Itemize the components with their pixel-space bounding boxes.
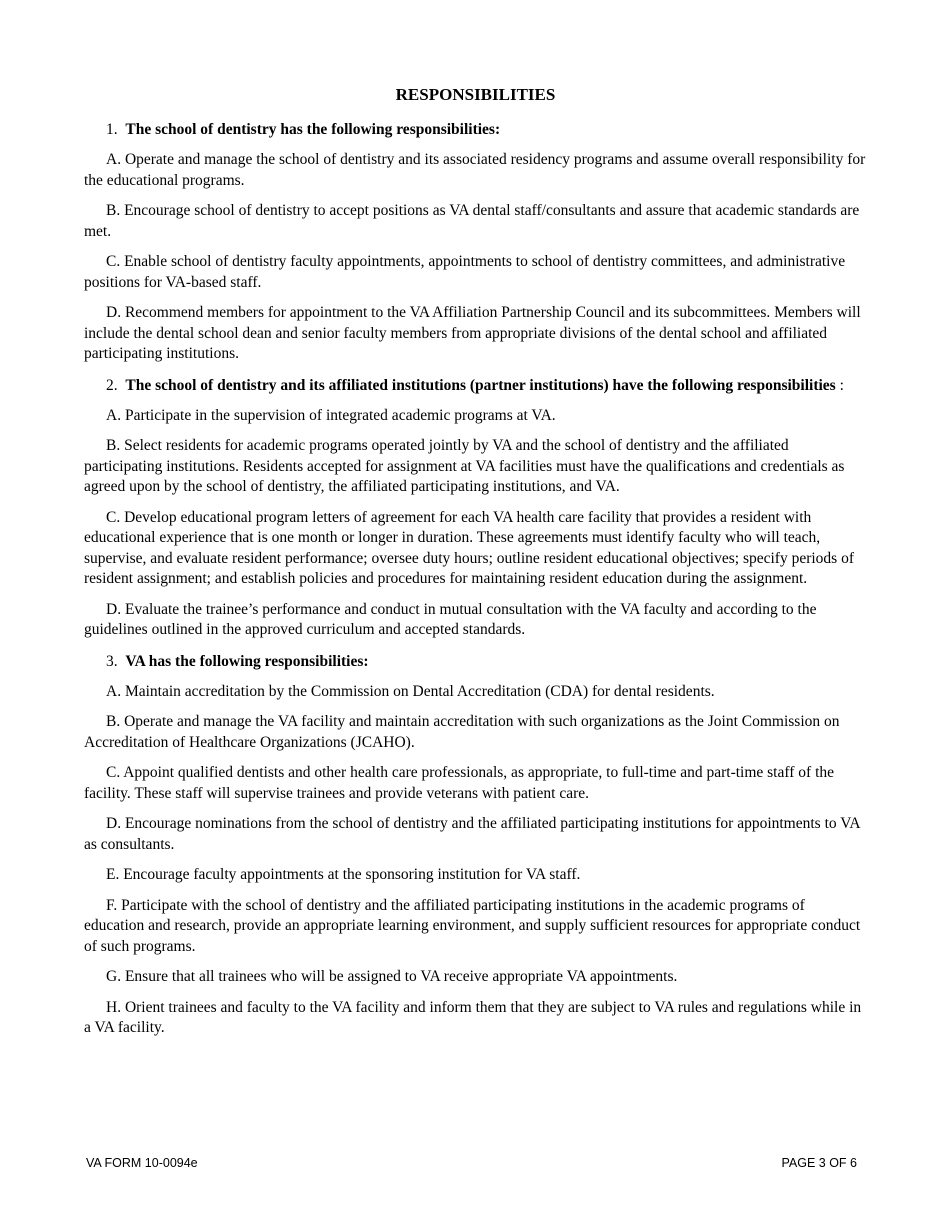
paragraph-1a: A. Operate and manage the school of dentistry and its associated residency programs and assume overall responsibility for the educational programs. xyxy=(84,151,866,189)
section-1-heading xyxy=(84,119,867,140)
page-title: RESPONSIBILITIES xyxy=(395,85,556,104)
paragraph-3g: G. Ensure that all trainees who will be assigned to VA receive appropriate VA appointments. xyxy=(106,968,678,985)
paragraph-2a: A. Participate in the supervision of integrated academic programs at VA. xyxy=(106,406,556,424)
paragraph-1c: C. Enable school of dentistry faculty appointments, appointments to school of dentistry committees, and administrative positions for VA-based staff. xyxy=(84,253,846,291)
paragraph-3f: F. Participate with the school of dentistry and the affiliated participating institutions in the academic programs of education and research, provide an appropriate learning environment, and supply sufficient resources for appropriate conduct of such programs. xyxy=(84,896,861,955)
section-heading: The school of dentistry and its affiliated institutions (partner institutions) have the following responsibilities xyxy=(125,376,836,394)
section-number: 1. xyxy=(106,121,118,138)
paragraph-3b: B. Operate and manage the VA facility and maintain accreditation with such organizations as the Joint Commission on Accreditation of Healthcare Organizations (JCAHO). xyxy=(84,713,840,751)
section-heading: The school of dentistry has the following responsibilities: xyxy=(125,121,501,138)
paragraph-2b: B. Select residents for academic programs operated jointly by VA and the school of dentistry and the affiliated participating institutions. Residents accepted for assignment at VA facilities must have the qualifications and credentials as agreed upon by the school of dentistry, the affiliated participating institutions, and VA. xyxy=(84,437,845,495)
paragraph-1d: D. Recommend members for appointment to the VA Affiliation Partnership Council and its subcommittees. Members will include the dental school dean and senior faculty members from appropriate divisions of the dental school and affiliated participating institutions. xyxy=(84,304,861,362)
section-heading-suffix: : xyxy=(835,376,844,394)
section-number: 2. xyxy=(106,376,118,394)
footer-form-number: VA FORM 10-0094e xyxy=(86,1156,198,1170)
footer-page-number: PAGE 3 OF 6 xyxy=(781,1156,857,1170)
paragraph-3e: E. Encourage faculty appointments at the sponsoring institution for VA staff. xyxy=(106,866,581,883)
section-2-heading xyxy=(84,375,867,396)
paragraph-3d: D. Encourage nominations from the school of dentistry and the affiliated participating institutions for appointments to VA as consultants. xyxy=(84,815,860,853)
document-body xyxy=(84,84,867,1049)
section-3-heading xyxy=(84,651,867,672)
paragraph-1b: B. Encourage school of dentistry to accept positions as VA dental staff/consultants and assure that academic standards are met. xyxy=(84,202,860,240)
section-number: 3. xyxy=(106,652,118,670)
paragraph-2d: D. Evaluate the trainee’s performance and conduct in mutual consultation with the VA faculty and according to the guidelines outlined in the approved curriculum and accepted standards. xyxy=(84,600,817,638)
paragraph-2c: C. Develop educational program letters of agreement for each VA health care facility that provides a resident with educational experience that is one month or longer in duration. These agreements must identify faculty who will teach, supervise, and evaluate resident performance; oversee duty hours; outline resident educational objectives; specify periods of resident assignment; and establish policies and procedures for maintaining resident education during the assignment. xyxy=(84,508,854,587)
paragraph-3h: H. Orient trainees and faculty to the VA facility and inform them that they are subject to VA rules and regulations while in a VA facility. xyxy=(84,998,862,1036)
paragraph-3c: C. Appoint qualified dentists and other health care professionals, as appropriate, to full-time and part-time staff of the facility. These staff will supervise trainees and provide veterans with patient care. xyxy=(84,764,835,802)
section-heading: VA has the following responsibilities: xyxy=(125,652,369,670)
paragraph-3a: A. Maintain accreditation by the Commission on Dental Accreditation (CDA) for dental residents. xyxy=(106,682,715,700)
